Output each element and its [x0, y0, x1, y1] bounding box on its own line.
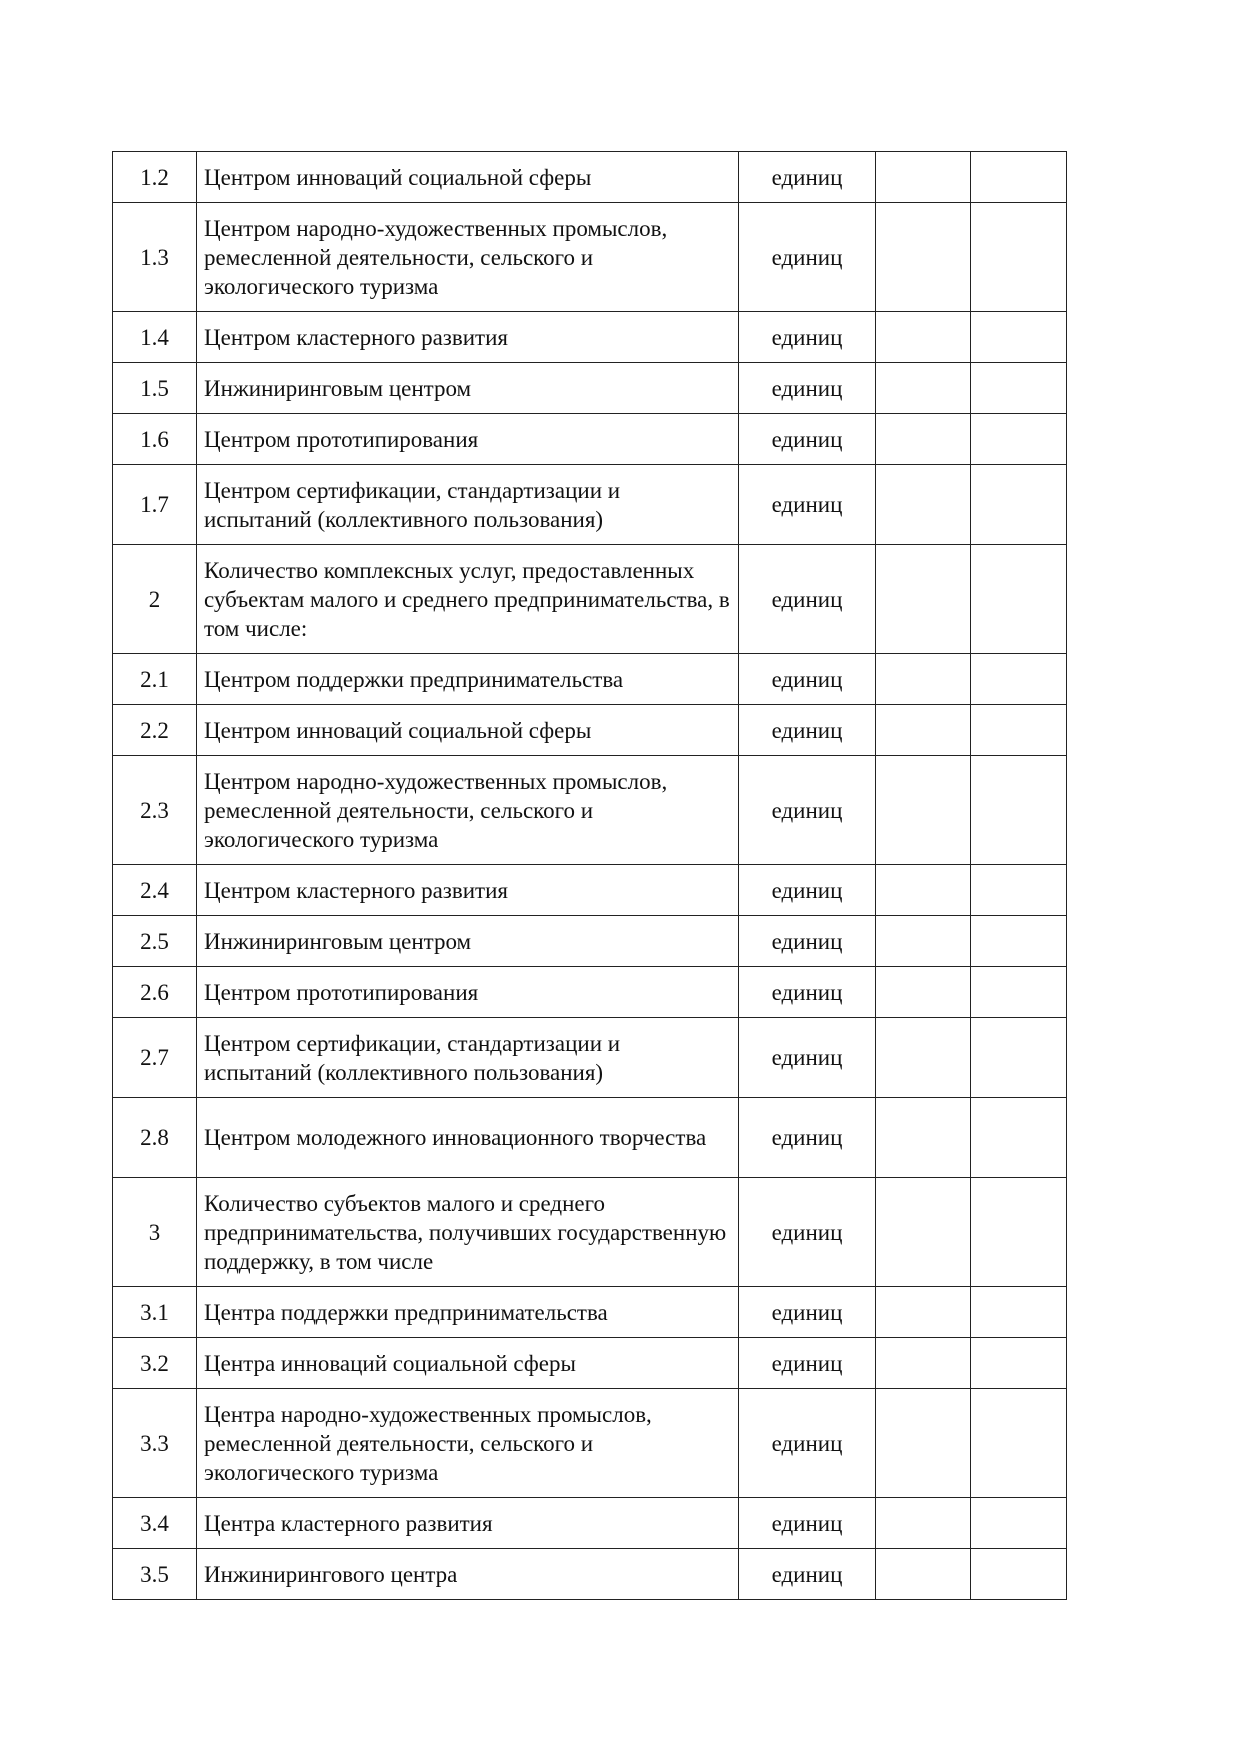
row-value-cell-1: [876, 312, 971, 363]
row-number-cell: 1.4: [113, 312, 197, 363]
row-value-cell-2: [971, 756, 1067, 865]
row-value-cell-2: [971, 545, 1067, 654]
table-row: [113, 203, 1067, 312]
row-description-cell: Центра народно-художественных промыслов, ремесленной деятельности, сельского и экологического туризма: [197, 1389, 739, 1498]
row-number-cell: 1.7: [113, 465, 197, 545]
row-value-cell-1: [876, 1287, 971, 1338]
row-number-cell: 3.2: [113, 1338, 197, 1389]
row-value-cell-1: [876, 414, 971, 465]
row-unit-cell: единиц: [739, 363, 876, 414]
row-number-cell: 3: [113, 1178, 197, 1287]
row-description-cell: Количество комплексных услуг, предоставленных субъектам малого и среднего предпринимательства, в том числе:: [197, 545, 739, 654]
row-number-cell: 2.3: [113, 756, 197, 865]
row-value-cell-2: [971, 654, 1067, 705]
row-number-cell: 2.4: [113, 865, 197, 916]
table-body: [113, 152, 1067, 1600]
row-unit-cell: единиц: [739, 465, 876, 545]
row-value-cell-2: [971, 916, 1067, 967]
row-number-cell: 1.3: [113, 203, 197, 312]
row-unit-cell: единиц: [739, 545, 876, 654]
row-description-cell: Центром кластерного развития: [197, 865, 739, 916]
row-description-cell: Центром народно-художественных промыслов, ремесленной деятельности, сельского и экологического туризма: [197, 756, 739, 865]
row-value-cell-1: [876, 756, 971, 865]
table-row: [113, 1287, 1067, 1338]
row-unit-cell: единиц: [739, 1549, 876, 1600]
row-value-cell-1: [876, 465, 971, 545]
table-row: [113, 545, 1067, 654]
row-value-cell-2: [971, 865, 1067, 916]
table-row: [113, 465, 1067, 545]
row-description-cell: Центром инноваций социальной сферы: [197, 152, 739, 203]
row-unit-cell: единиц: [739, 152, 876, 203]
table-row: [113, 654, 1067, 705]
row-number-cell: 2.1: [113, 654, 197, 705]
row-number-cell: 3.5: [113, 1549, 197, 1600]
table-row: [113, 1098, 1067, 1178]
row-value-cell-2: [971, 203, 1067, 312]
row-unit-cell: единиц: [739, 1389, 876, 1498]
table-row: [113, 414, 1067, 465]
row-value-cell-2: [971, 1287, 1067, 1338]
row-value-cell-2: [971, 1549, 1067, 1600]
row-value-cell-1: [876, 363, 971, 414]
row-value-cell-2: [971, 1389, 1067, 1498]
row-unit-cell: единиц: [739, 654, 876, 705]
row-description-cell: Центром инноваций социальной сферы: [197, 705, 739, 756]
row-description-cell: Центром сертификации, стандартизации и испытаний (коллективного пользования): [197, 1018, 739, 1098]
row-value-cell-1: [876, 654, 971, 705]
row-description-cell: Инжиниринговым центром: [197, 916, 739, 967]
table-row: [113, 363, 1067, 414]
row-description-cell: Центром кластерного развития: [197, 312, 739, 363]
table-row: [113, 1389, 1067, 1498]
row-value-cell-1: [876, 1389, 971, 1498]
row-value-cell-2: [971, 1498, 1067, 1549]
row-value-cell-1: [876, 1498, 971, 1549]
row-unit-cell: единиц: [739, 1178, 876, 1287]
row-value-cell-2: [971, 1178, 1067, 1287]
table-row: [113, 1498, 1067, 1549]
table-row: [113, 916, 1067, 967]
table-row: [113, 865, 1067, 916]
row-value-cell-1: [876, 1018, 971, 1098]
row-number-cell: 3.1: [113, 1287, 197, 1338]
row-value-cell-1: [876, 203, 971, 312]
table-row: [113, 1018, 1067, 1098]
indicators-table: [112, 151, 1067, 1600]
row-description-cell: Центром прототипирования: [197, 967, 739, 1018]
row-value-cell-2: [971, 363, 1067, 414]
row-description-cell: Центром молодежного инновационного творчества: [197, 1098, 739, 1178]
row-description-cell: Центром народно-художественных промыслов, ремесленной деятельности, сельского и экологического туризма: [197, 203, 739, 312]
row-unit-cell: единиц: [739, 1338, 876, 1389]
table-row: [113, 756, 1067, 865]
row-value-cell-2: [971, 152, 1067, 203]
row-value-cell-2: [971, 1098, 1067, 1178]
row-value-cell-1: [876, 545, 971, 654]
row-description-cell: Количество субъектов малого и среднего предпринимательства, получивших государственную поддержку, в том числе: [197, 1178, 739, 1287]
table-row: [113, 152, 1067, 203]
row-unit-cell: единиц: [739, 1018, 876, 1098]
row-number-cell: 2.6: [113, 967, 197, 1018]
row-number-cell: 3.4: [113, 1498, 197, 1549]
row-value-cell-1: [876, 705, 971, 756]
row-number-cell: 2.8: [113, 1098, 197, 1178]
row-value-cell-1: [876, 152, 971, 203]
row-value-cell-2: [971, 705, 1067, 756]
row-unit-cell: единиц: [739, 1098, 876, 1178]
row-unit-cell: единиц: [739, 916, 876, 967]
row-value-cell-1: [876, 967, 971, 1018]
row-number-cell: 2.5: [113, 916, 197, 967]
row-value-cell-2: [971, 414, 1067, 465]
row-unit-cell: единиц: [739, 1287, 876, 1338]
row-unit-cell: единиц: [739, 865, 876, 916]
row-unit-cell: единиц: [739, 967, 876, 1018]
row-unit-cell: единиц: [739, 1498, 876, 1549]
row-unit-cell: единиц: [739, 312, 876, 363]
row-value-cell-2: [971, 1338, 1067, 1389]
row-value-cell-1: [876, 1178, 971, 1287]
row-description-cell: Инжинирингового центра: [197, 1549, 739, 1600]
row-description-cell: Центром поддержки предпринимательства: [197, 654, 739, 705]
table-row: [113, 705, 1067, 756]
row-value-cell-1: [876, 1338, 971, 1389]
table-row: [113, 967, 1067, 1018]
row-value-cell-1: [876, 916, 971, 967]
row-value-cell-2: [971, 967, 1067, 1018]
row-unit-cell: единиц: [739, 414, 876, 465]
row-value-cell-1: [876, 865, 971, 916]
row-description-cell: Центра поддержки предпринимательства: [197, 1287, 739, 1338]
row-number-cell: 2.2: [113, 705, 197, 756]
row-unit-cell: единиц: [739, 705, 876, 756]
row-number-cell: 1.5: [113, 363, 197, 414]
row-number-cell: 2.7: [113, 1018, 197, 1098]
row-number-cell: 2: [113, 545, 197, 654]
table-row: [113, 1549, 1067, 1600]
table-row: [113, 1338, 1067, 1389]
row-value-cell-2: [971, 465, 1067, 545]
row-number-cell: 3.3: [113, 1389, 197, 1498]
row-value-cell-2: [971, 312, 1067, 363]
table-row: [113, 312, 1067, 363]
row-number-cell: 1.2: [113, 152, 197, 203]
row-description-cell: Инжиниринговым центром: [197, 363, 739, 414]
row-description-cell: Центром прототипирования: [197, 414, 739, 465]
row-value-cell-1: [876, 1549, 971, 1600]
row-unit-cell: единиц: [739, 203, 876, 312]
row-description-cell: Центром сертификации, стандартизации и испытаний (коллективного пользования): [197, 465, 739, 545]
row-value-cell-1: [876, 1098, 971, 1178]
row-description-cell: Центра инноваций социальной сферы: [197, 1338, 739, 1389]
row-description-cell: Центра кластерного развития: [197, 1498, 739, 1549]
row-value-cell-2: [971, 1018, 1067, 1098]
row-unit-cell: единиц: [739, 756, 876, 865]
table-row: [113, 1178, 1067, 1287]
row-number-cell: 1.6: [113, 414, 197, 465]
